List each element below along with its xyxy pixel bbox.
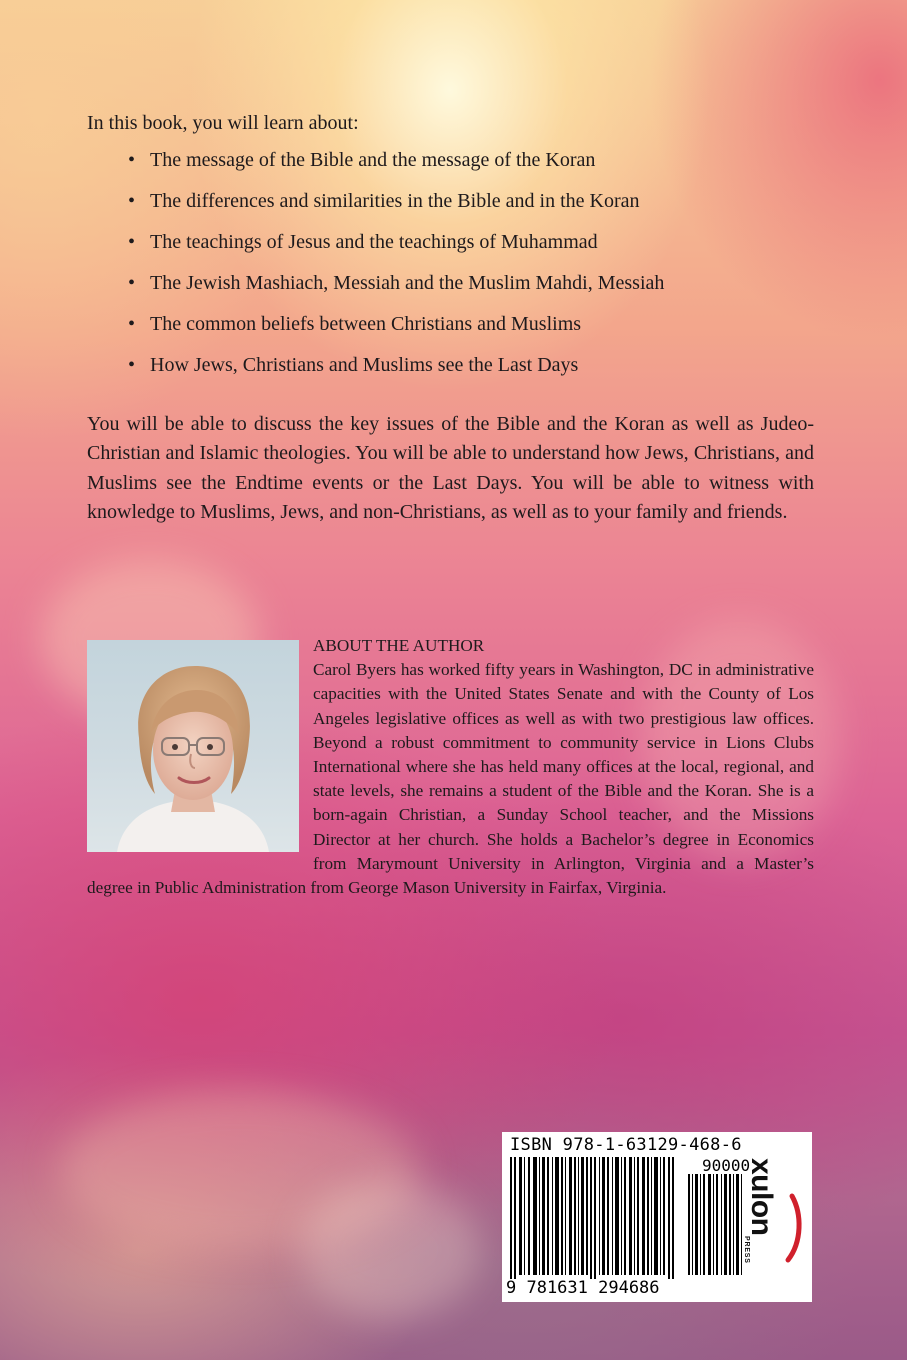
bullet-icon: •	[128, 190, 136, 212]
topic-text: The differences and similarities in the Bible and in the Koran	[150, 190, 640, 212]
intro-line: In this book, you will learn about:	[87, 112, 359, 134]
topic-item	[128, 270, 848, 311]
price-code: 90000	[702, 1156, 751, 1175]
topic-item	[128, 229, 848, 270]
topic-text: The common beliefs between Christians and Muslims	[150, 313, 582, 335]
bullet-icon: •	[128, 231, 136, 253]
isbn-number: ISBN 978-1-63129-468-6	[510, 1135, 742, 1155]
topic-text: The Jewish Mashiach, Messiah and the Muslim Mahdi, Messiah	[150, 272, 665, 294]
topics-list	[128, 147, 848, 393]
bullet-icon: •	[128, 354, 136, 376]
topic-text: The teachings of Jesus and the teachings of Muhammad	[150, 231, 598, 253]
photo-spacer	[87, 634, 313, 853]
summary-paragraph: You will be able to discuss the key issues of the Bible and the Koran as well as Judeo-Christian and Islamic theologies. You will be able to understand how Jews, Christians, and Muslims see the Endtime events or the Last Days. You will be able to witness with knowledge to Muslims, Jews, and non-Christians, as well as to your family and friends.	[87, 413, 814, 524]
publisher-imprint: PRESS	[743, 1236, 750, 1264]
about-author-heading: ABOUT THE AUTHOR	[313, 636, 485, 655]
about-author-section	[87, 634, 814, 900]
topic-text: The message of the Bible and the message of the Koran	[150, 149, 596, 171]
topic-item	[128, 188, 848, 229]
isbn-barcode	[502, 1132, 812, 1302]
bullet-icon: •	[128, 149, 136, 171]
bullet-icon: •	[128, 272, 136, 294]
bullet-icon: •	[128, 313, 136, 335]
topic-item	[128, 147, 848, 188]
author-bio: Carol Byers has worked fifty years in Washington, DC in administrative capacities with the United States Senate and with the County of Los Angeles legislative offices as well as with two prestigious law offices. Beyond a robust commitment to community service in Lions Clubs International where she has held many offices at the local, regional, and state levels, she remains a student of the Bible and the Koran. She is a born-again Christian, a Sunday School teacher, and the Missions Director at her church. She holds a Bachelor’s degree in Economics from Marymount University in Arlington, Virginia and a Master’s degree in Public Administration from George Mason University in Fairfax, Virginia.	[87, 660, 814, 898]
topic-item	[128, 352, 848, 393]
publisher-logo	[743, 1156, 808, 1296]
topic-item	[128, 311, 848, 352]
topic-text: How Jews, Christians and Muslims see the Last Days	[150, 354, 579, 376]
ean-digits: 9 781631 294686	[506, 1278, 660, 1298]
bokeh-light	[60, 1090, 420, 1250]
publisher-name: xulon	[745, 1158, 778, 1236]
bokeh-light	[300, 1180, 480, 1320]
